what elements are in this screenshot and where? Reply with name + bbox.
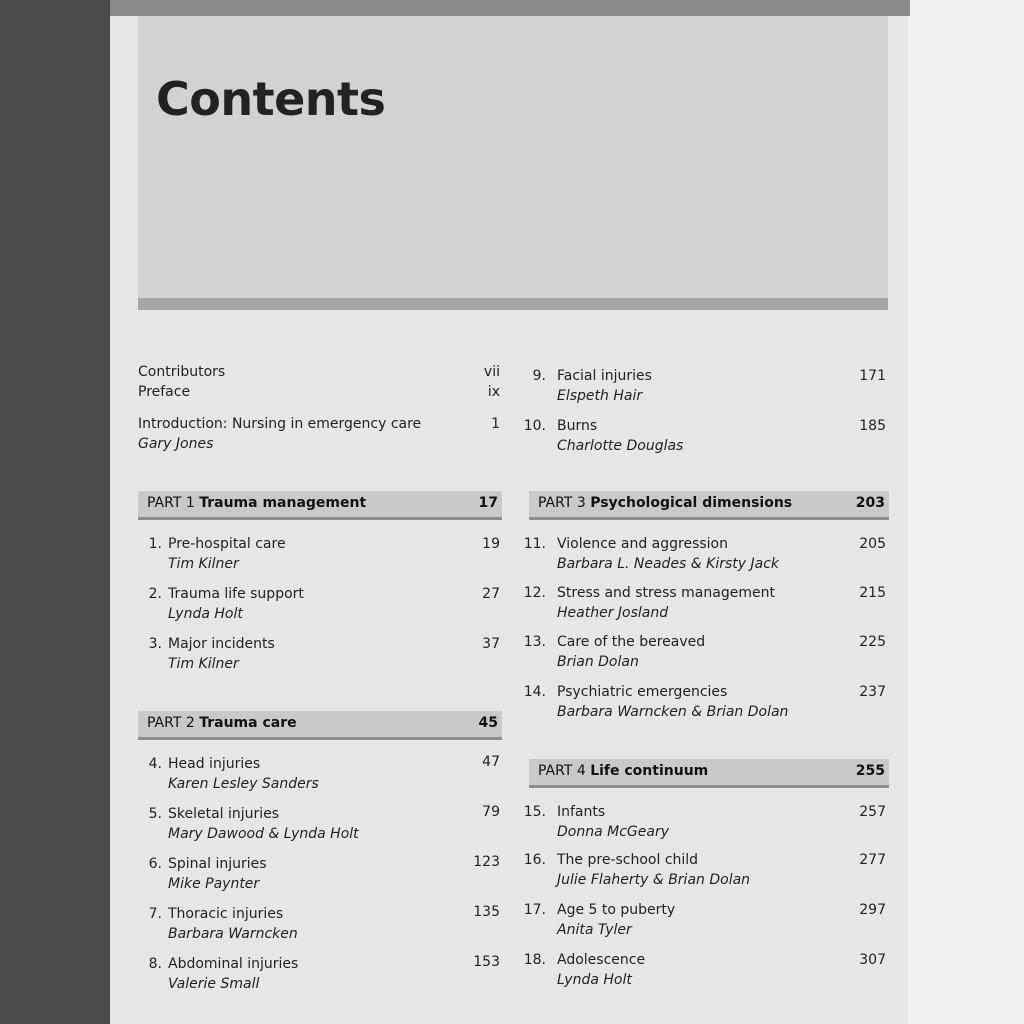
chapter-title: Abdominal injuries (168, 956, 299, 972)
page-edge (908, 0, 1024, 1024)
chapter-number: 7. (148, 906, 162, 922)
chapter-page: 135 (473, 904, 500, 920)
chapter-page: 153 (473, 954, 500, 970)
chapter-number: 11. (523, 536, 546, 552)
chapter-number: 2. (148, 586, 162, 602)
header-rule (138, 298, 888, 310)
chapter-author: Mary Dawood & Lynda Holt (168, 826, 359, 842)
chapter-author: Barbara Warncken (168, 926, 298, 942)
chapter-number: 9. (532, 368, 546, 384)
chapter-page: 27 (482, 586, 500, 602)
front-item-title: Preface (138, 384, 191, 400)
chapter-author: Brian Dolan (557, 654, 639, 670)
chapter-title: Violence and aggression (557, 536, 728, 552)
front-item-page: vii (483, 364, 500, 380)
chapter-page: 215 (859, 585, 886, 601)
chapter-title: Skeletal injuries (168, 806, 280, 822)
chapter-page: 257 (859, 804, 886, 820)
chapter-author: Lynda Holt (557, 972, 632, 988)
part-label: PART 1 (147, 495, 195, 511)
chapter-author: Valerie Small (168, 976, 260, 992)
page-title: Contents (156, 72, 386, 126)
chapter-page: 171 (859, 368, 886, 384)
chapter-page: 19 (482, 536, 500, 552)
chapter-number: 1. (148, 536, 162, 552)
top-shadow (110, 0, 910, 16)
part-title: Trauma care (199, 715, 297, 731)
chapter-number: 4. (148, 756, 162, 772)
chapter-number: 10. (523, 418, 546, 434)
chapter-page: 79 (482, 804, 500, 820)
front-item-title: Contributors (138, 364, 226, 380)
chapter-author: Barbara Warncken & Brian Dolan (557, 704, 789, 720)
chapter-title: Major incidents (168, 636, 275, 652)
part-page: 17 (478, 495, 498, 511)
chapter-author: Mike Paynter (168, 876, 260, 892)
chapter-author: Tim Kilner (168, 556, 239, 572)
chapter-number: 8. (148, 956, 162, 972)
chapter-title: Facial injuries (557, 368, 652, 384)
front-item-author: Gary Jones (138, 436, 214, 452)
part-label: PART 4 (538, 763, 586, 779)
chapter-title: Infants (557, 804, 606, 820)
chapter-number: 3. (148, 636, 162, 652)
chapter-title: Thoracic injuries (168, 906, 284, 922)
part-page: 45 (478, 715, 498, 731)
chapter-title: Trauma life support (168, 586, 304, 602)
part-title: Psychological dimensions (590, 495, 793, 511)
chapter-title: Pre-hospital care (168, 536, 286, 552)
chapter-number: 15. (523, 804, 546, 820)
chapter-number: 16. (523, 852, 546, 868)
chapter-number: 17. (523, 902, 546, 918)
part-label: PART 2 (147, 715, 195, 731)
chapter-page: 123 (473, 854, 500, 870)
chapter-author: Julie Flaherty & Brian Dolan (557, 872, 751, 888)
chapter-author: Charlotte Douglas (557, 438, 684, 454)
chapter-number: 5. (148, 806, 162, 822)
part-page: 255 (855, 763, 885, 779)
chapter-author: Donna McGeary (557, 824, 669, 840)
chapter-author: Elspeth Hair (557, 388, 643, 404)
chapter-page: 185 (859, 418, 886, 434)
chapter-author: Karen Lesley Sanders (168, 776, 319, 792)
header-panel (138, 16, 888, 306)
part-title: Life continuum (590, 763, 709, 779)
front-item-title: Introduction: Nursing in emergency care (138, 416, 422, 432)
chapter-author: Lynda Holt (168, 606, 243, 622)
part-label: PART 3 (538, 495, 586, 511)
chapter-title: Stress and stress management (557, 585, 775, 601)
front-item-page: ix (487, 384, 500, 400)
part-page: 203 (855, 495, 885, 511)
chapter-page: 47 (482, 754, 500, 770)
chapter-author: Heather Josland (557, 605, 669, 621)
part-heading (529, 491, 889, 520)
chapter-page: 277 (859, 852, 886, 868)
part-heading (138, 711, 502, 740)
part-heading (529, 759, 889, 788)
part-title: Trauma management (199, 495, 367, 511)
chapter-number: 18. (523, 952, 546, 968)
chapter-author: Tim Kilner (168, 656, 239, 672)
chapter-number: 6. (148, 856, 162, 872)
chapter-title: Burns (557, 418, 598, 434)
chapter-title: The pre-school child (557, 852, 699, 868)
chapter-title: Spinal injuries (168, 856, 267, 872)
chapter-title: Adolescence (557, 952, 646, 968)
chapter-page: 237 (859, 684, 886, 700)
chapter-page: 205 (859, 536, 886, 552)
chapter-title: Head injuries (168, 756, 261, 772)
chapter-number: 14. (523, 684, 546, 700)
part-heading (138, 491, 502, 520)
chapter-page: 225 (859, 634, 886, 650)
chapter-author: Anita Tyler (557, 922, 632, 938)
chapter-title: Psychiatric emergencies (557, 684, 728, 700)
chapter-page: 37 (482, 636, 500, 652)
chapter-title: Care of the bereaved (557, 634, 706, 650)
chapter-page: 297 (859, 902, 886, 918)
chapter-number: 13. (523, 634, 546, 650)
chapter-page: 307 (859, 952, 886, 968)
chapter-number: 12. (523, 585, 546, 601)
chapter-title: Age 5 to puberty (557, 902, 676, 918)
chapter-author: Barbara L. Neades & Kirsty Jack (557, 556, 780, 572)
front-item-page: 1 (491, 416, 500, 432)
